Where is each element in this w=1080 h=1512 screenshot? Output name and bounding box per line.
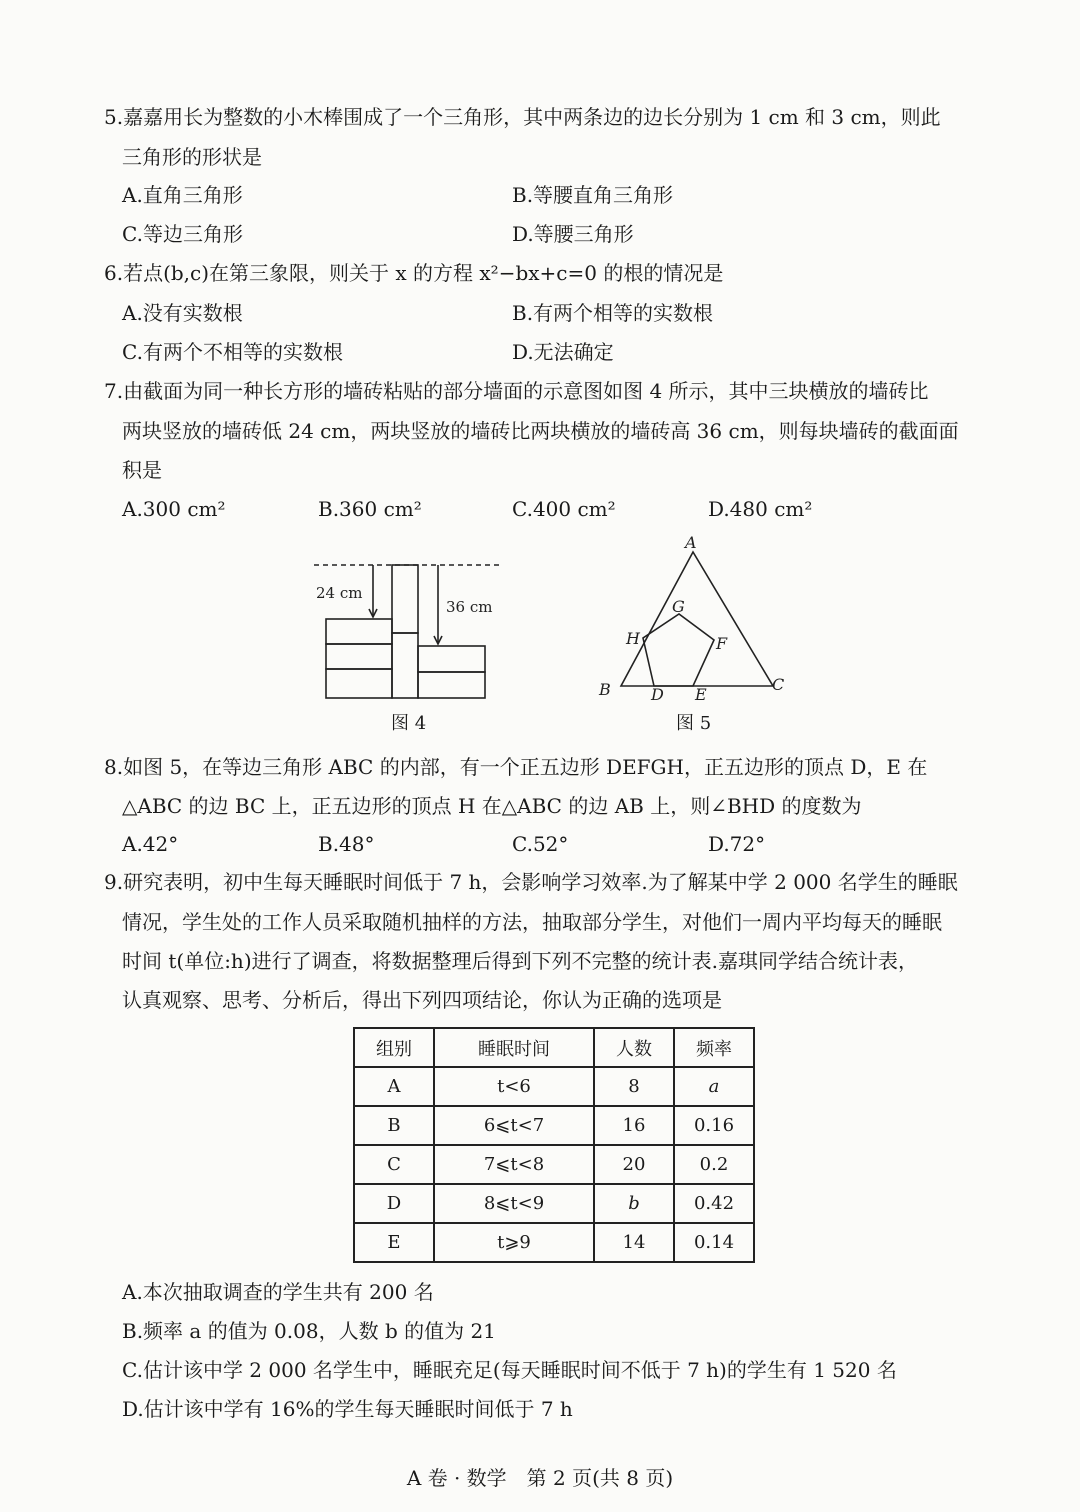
fig4-caption: 图 4: [391, 713, 427, 734]
table-cell: b: [594, 1184, 674, 1223]
q8-option-a: A.42°: [122, 832, 179, 856]
table-row: [354, 1106, 754, 1145]
q9-option-b: B.频率 a 的值为 0.08，人数 b 的值为 21: [122, 1319, 496, 1343]
q5-option-a: A.直角三角形: [122, 183, 243, 207]
q9-line3: 时间 t(单位:h)进行了调查，将数据整理后得到下列不完整的统计表.嘉琪同学结合统计表，: [122, 949, 918, 973]
q8-option-c: C.52°: [512, 832, 569, 856]
q7-option-d: D.480 cm²: [708, 497, 813, 521]
table-cell: t⩾9: [434, 1223, 594, 1262]
table-header-row: [354, 1028, 754, 1067]
table-cell: t<6: [434, 1067, 594, 1106]
table-row: [354, 1145, 754, 1184]
fig5-label-h: H: [626, 629, 640, 648]
table-cell: a: [674, 1067, 754, 1106]
table-cell: 0.16: [674, 1106, 754, 1145]
fig4-vertical-brick-2: [392, 633, 418, 698]
fig4-left-brick-1: [326, 619, 392, 644]
q9-option-d: D.估计该中学有 16%的学生每天睡眠时间低于 7 h: [122, 1397, 573, 1421]
q8-option-b: B.48°: [318, 832, 375, 856]
table-cell: 16: [594, 1106, 674, 1145]
fig5-label-c: C: [772, 675, 785, 694]
table-cell: B: [354, 1106, 434, 1145]
fig4-left-brick-2: [326, 644, 392, 669]
fig4-label-24: 24 cm: [316, 584, 363, 602]
q8-line1: 8.如图 5，在等边三角形 ABC 的内部，有一个正五边形 DEFGH，正五边形的顶点 D，E 在: [104, 755, 928, 779]
q7-option-b: B.360 cm²: [318, 497, 422, 521]
q9-line1: 9.研究表明，初中生每天睡眠时间低于 7 h，会影响学习效率.为了解某中学 2 000 名学生的睡眠: [104, 870, 958, 894]
fig5-label-g: G: [672, 597, 685, 616]
fig5-caption: 图 5: [676, 713, 712, 734]
table-cell: D: [354, 1184, 434, 1223]
table-cell: 0.2: [674, 1145, 754, 1184]
q8-option-d: D.72°: [708, 832, 766, 856]
table-cell: E: [354, 1223, 434, 1262]
table-header-count: 人数: [594, 1028, 674, 1067]
table-cell: 14: [594, 1223, 674, 1262]
q9-line2: 情况，学生处的工作人员采取随机抽样的方法，抽取部分学生，对他们一周内平均每天的睡眠: [122, 910, 942, 934]
q5-option-c: C.等边三角形: [122, 222, 243, 246]
q5-option-d: D.等腰三角形: [512, 222, 634, 246]
q7-line3: 积是: [122, 458, 162, 482]
q6-option-d: D.无法确定: [512, 340, 614, 364]
q7-line2: 两块竖放的墙砖低 24 cm，两块竖放的墙砖比两块横放的墙砖高 36 cm，则每块墙砖的截面面: [122, 419, 959, 443]
table-cell: 0.14: [674, 1223, 754, 1262]
page-footer: A 卷 · 数学 第 2 页(共 8 页): [406, 1466, 674, 1490]
table-header-frequency: 频率: [674, 1028, 754, 1067]
q5-line2: 三角形的形状是: [122, 145, 262, 169]
q6-option-a: A.没有实数根: [122, 301, 243, 325]
table-cell: C: [354, 1145, 434, 1184]
fig5-label-b: B: [599, 680, 611, 699]
table-row: [354, 1184, 754, 1223]
fig5-label-e: E: [695, 685, 707, 704]
q7-option-a: A.300 cm²: [122, 497, 226, 521]
fig5-triangle-abc: [621, 552, 773, 686]
q7-option-c: C.400 cm²: [512, 497, 616, 521]
q8-line2: △ABC 的边 BC 上，正五边形的顶点 H 在△ABC 的边 AB 上，则∠BHD 的度数为: [122, 794, 862, 818]
fig5-label-a: A: [685, 533, 697, 552]
figure-4: [300, 550, 520, 710]
table-cell: 0.42: [674, 1184, 754, 1223]
fig4-label-36: 36 cm: [446, 598, 493, 616]
q9-line4: 认真观察、思考、分析后，得出下列四项结论，你认为正确的选项是: [122, 988, 722, 1012]
table-row: [354, 1067, 754, 1106]
table-header-sleep-time: 睡眠时间: [434, 1028, 594, 1067]
figure-5: [590, 530, 800, 705]
table-cell: A: [354, 1067, 434, 1106]
fig4-right-brick-2: [418, 672, 485, 698]
fig5-label-d: D: [651, 685, 664, 704]
q9-option-a: A.本次抽取调查的学生共有 200 名: [122, 1280, 434, 1304]
q6-option-b: B.有两个相等的实数根: [512, 301, 714, 325]
table-cell: 8: [594, 1067, 674, 1106]
q5-option-b: B.等腰直角三角形: [512, 183, 674, 207]
table-cell: 6⩽t<7: [434, 1106, 594, 1145]
q9-option-c: C.估计该中学 2 000 名学生中，睡眠充足(每天睡眠时间不低于 7 h)的学生有 1 520 名: [122, 1358, 897, 1382]
table-cell: 8⩽t<9: [434, 1184, 594, 1223]
q5-line1: 5.嘉嘉用长为整数的小木棒围成了一个三角形，其中两条边的边长分别为 1 cm 和 3 cm，则此: [104, 105, 941, 129]
table-row: [354, 1223, 754, 1262]
q7-line1: 7.由截面为同一种长方形的墙砖粘贴的部分墙面的示意图如图 4 所示，其中三块横放的墙砖比: [104, 379, 929, 403]
fig4-vertical-brick-1: [392, 565, 418, 633]
fig4-left-brick-3: [326, 669, 392, 698]
q6-line1: 6.若点(b,c)在第三象限，则关于 x 的方程 x²−bx+c=0 的根的情况是: [104, 261, 724, 285]
table-cell: 20: [594, 1145, 674, 1184]
table-header-group: 组别: [354, 1028, 434, 1067]
q6-option-c: C.有两个不相等的实数根: [122, 340, 343, 364]
fig4-right-brick-1: [418, 646, 485, 672]
table-cell: 7⩽t<8: [434, 1145, 594, 1184]
sleep-stats-table: [353, 1027, 755, 1263]
fig5-label-f: F: [716, 634, 728, 653]
